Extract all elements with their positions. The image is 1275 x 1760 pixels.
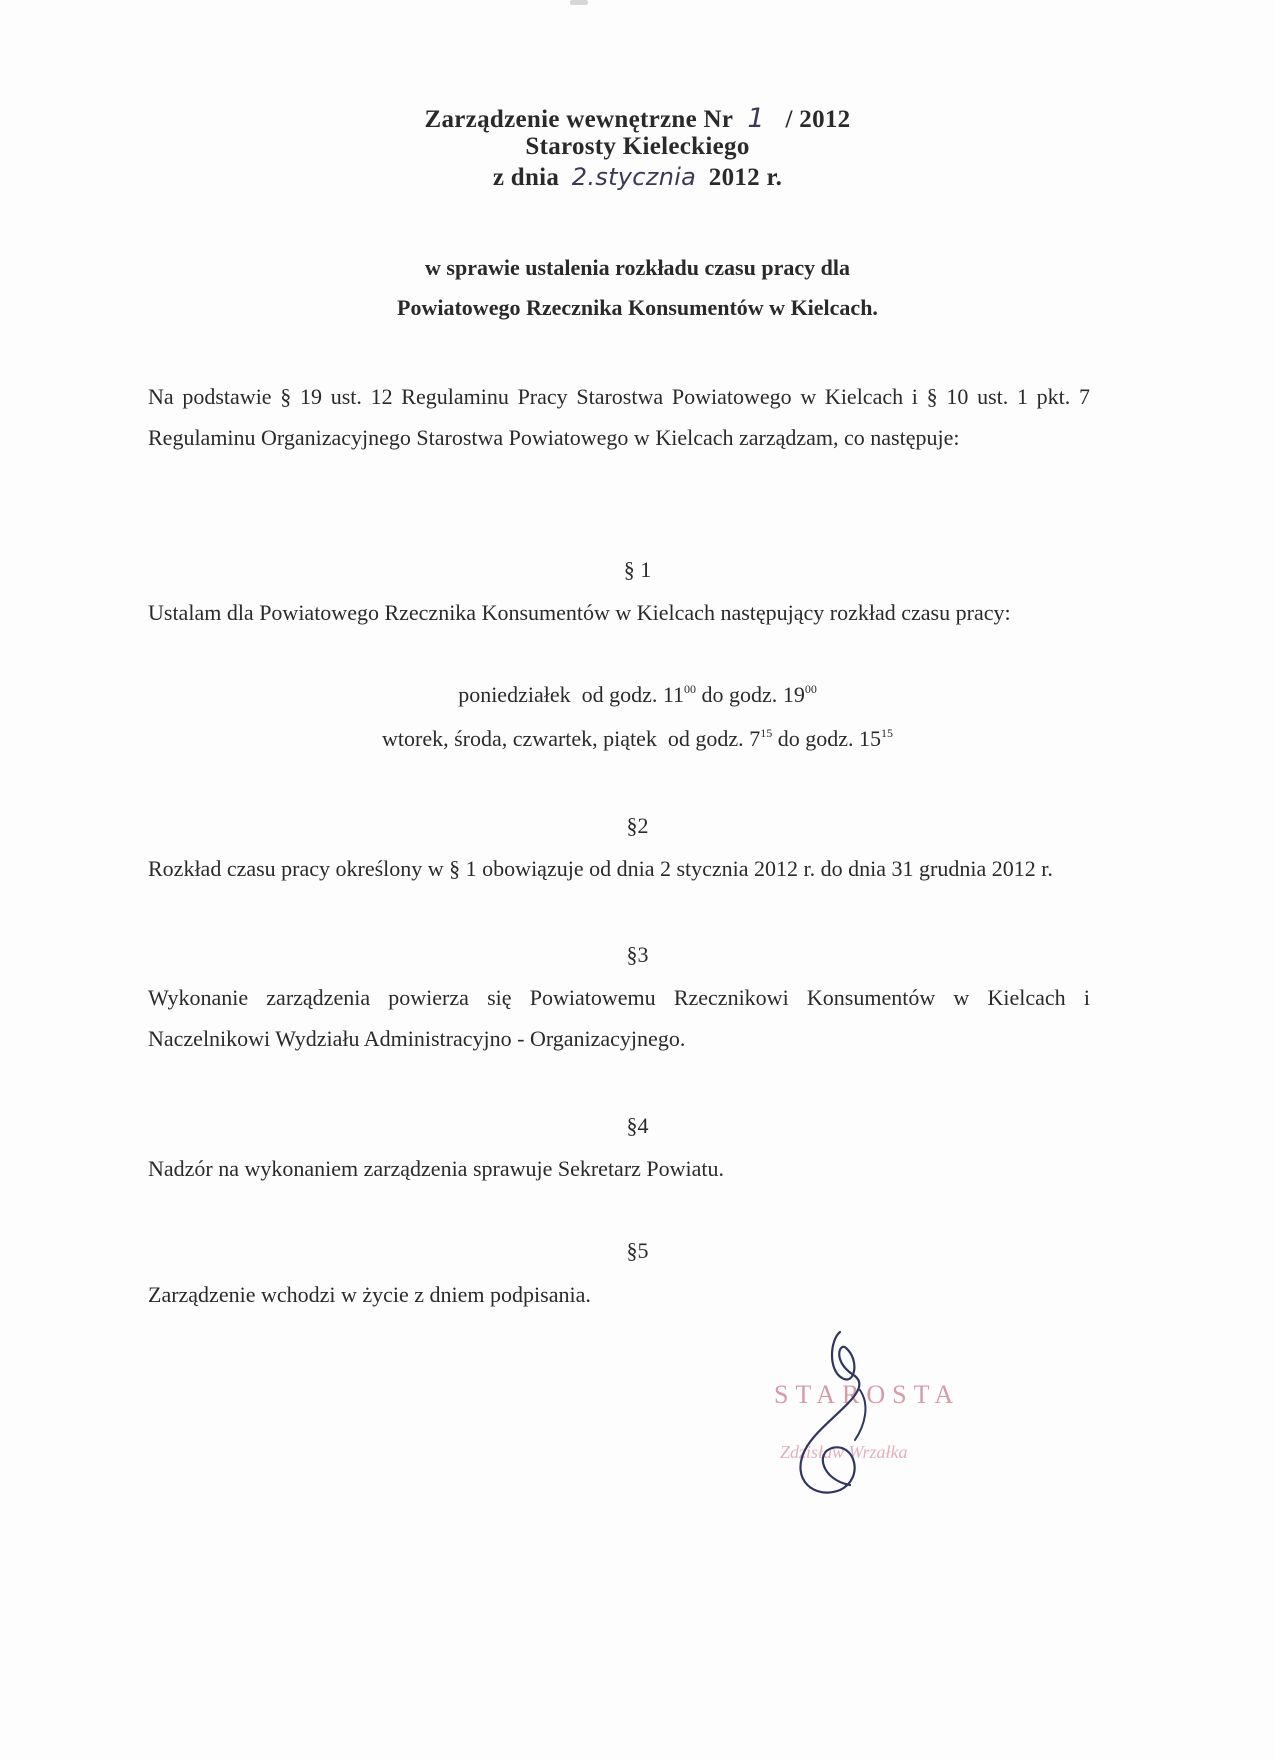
schedule-to-label: do godz. <box>701 682 778 707</box>
schedule-from-hour: 11 <box>662 682 685 707</box>
section-2-mark: §2 <box>626 813 649 838</box>
section-1-mark: § 1 <box>623 557 652 582</box>
stamp-name: Zdzisław Wrzałka <box>780 1442 908 1462</box>
section-1-text: Ustalam dla Powiatowego Rzecznika Konsumentów w Kielcach następujący rozkład czasu pracy: <box>148 600 1011 625</box>
handwritten-date: 2.stycznia <box>571 163 697 191</box>
title-year: / 2012 <box>785 106 851 133</box>
section-3-text: Wykonanie zarządzenia powierza się Powiatowemu Rzecznikowi Konsumentów w Kielcach i Naczelnikowi Wydziału Administracyjno - Organizacyjnego. <box>148 985 1090 1051</box>
schedule-to-hour: 15 <box>858 726 881 751</box>
schedule-from-hour: 7 <box>749 726 761 751</box>
stamp-title: STAROSTA <box>774 1380 961 1409</box>
subject-line-1: w sprawie ustalenia rozkładu czasu pracy dla <box>425 255 850 280</box>
handwritten-signature <box>760 1330 1060 1510</box>
section-4-mark: §4 <box>626 1113 649 1138</box>
section-3-mark: §3 <box>626 942 649 967</box>
issuer-line: Starosty Kieleckiego <box>525 133 750 160</box>
schedule-to-minutes: 15 <box>880 726 893 740</box>
date-line <box>0 163 1275 192</box>
date-prefix: z dnia <box>492 164 560 191</box>
schedule-from-label: od godz. <box>581 682 658 707</box>
schedule-to-label: do godz. <box>777 726 854 751</box>
preamble-paragraph: Na podstawie § 19 ust. 12 Regulaminu Pracy Starostwa Powiatowego w Kielcach i § 10 ust. 1 pkt. 7 Regulaminu Organizacyjnego Starostwa Powiatowego w Kielcach zarządzam, co następuje: <box>148 384 1090 450</box>
schedule-row <box>0 726 1275 752</box>
schedule-from-minutes: 00 <box>684 682 697 696</box>
schedule-to-hour: 19 <box>782 682 805 707</box>
official-stamp <box>760 1330 1060 1510</box>
section-5-text: Zarządzenie wchodzi w życie z dniem podpisania. <box>148 1282 591 1307</box>
schedule-days: wtorek, środa, czwartek, piątek <box>382 726 657 751</box>
section-2-text: Rozkład czasu pracy określony w § 1 obowiązuje od dnia 2 stycznia 2012 r. do dnia 31 grudnia 2012 r. <box>148 856 1053 881</box>
section-4-text: Nadzór na wykonaniem zarządzenia sprawuje Sekretarz Powiatu. <box>148 1156 725 1181</box>
schedule-row <box>0 682 1275 708</box>
date-year: 2012 r. <box>708 164 783 191</box>
schedule-from-minutes: 15 <box>760 726 773 740</box>
schedule-days: poniedziałek <box>458 682 571 707</box>
document-title <box>0 103 1275 134</box>
handwritten-number: 1 <box>747 103 765 134</box>
schedule-to-minutes: 00 <box>804 682 817 696</box>
scan-artifact <box>570 0 588 5</box>
section-5-mark: §5 <box>626 1238 649 1263</box>
schedule-from-label: od godz. <box>667 726 744 751</box>
subject-line-2: Powiatowego Rzecznika Konsumentów w Kielcach. <box>397 295 878 320</box>
title-prefix: Zarządzenie wewnętrzne Nr <box>424 106 733 133</box>
